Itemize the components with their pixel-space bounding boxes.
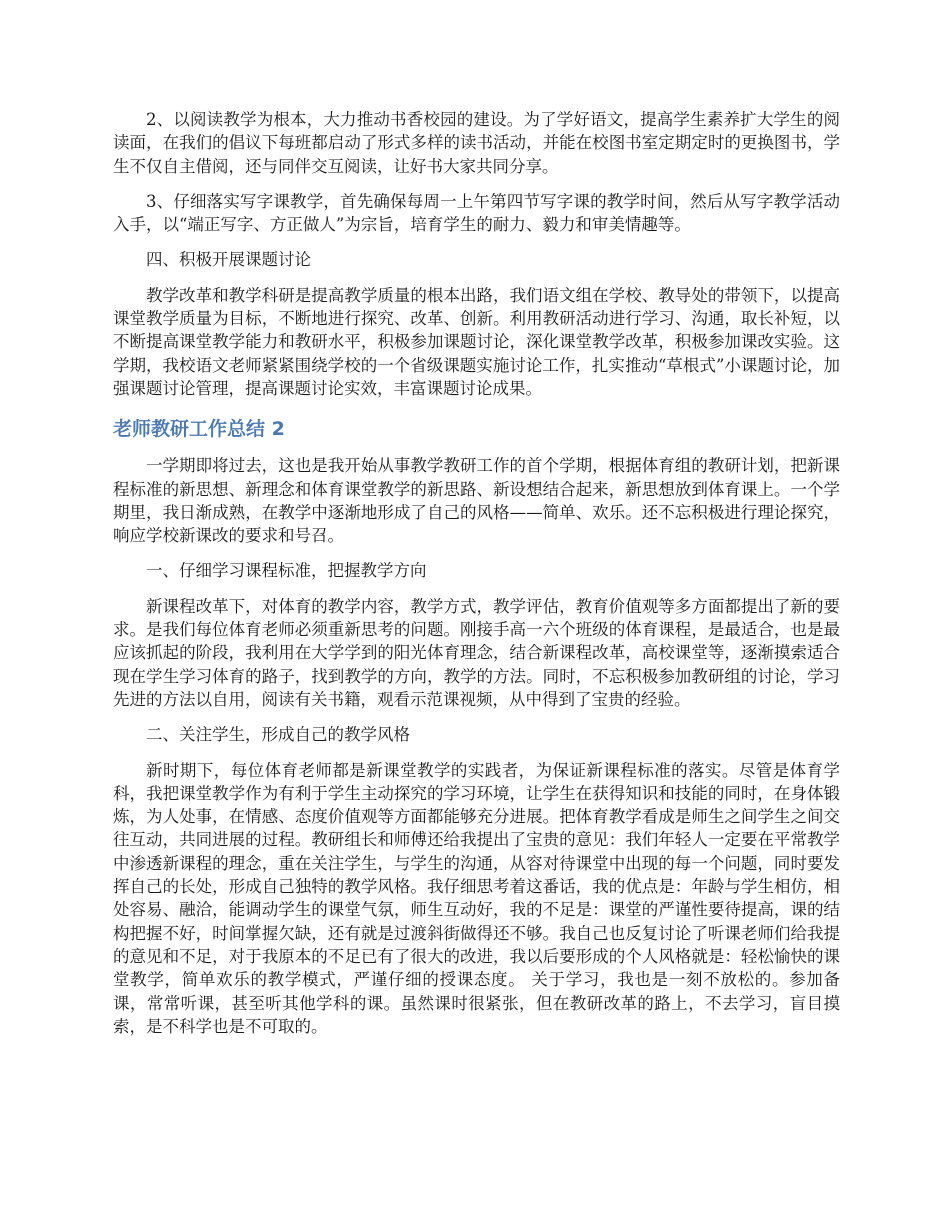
- paragraph-teaching-reform: 教学改革和教学科研是提高教学质量的根本出路，我们语文组在学校、教导处的带领下，以提高课堂教学质量为目标，不断地进行探究、改革、创新。利用教研活动进行学习、沟通，取长补短，以不断提高课堂教学能力和教研水平，积极参加课题讨论，深化课堂教学改革，积极参加课改实验。这学期，我校语文老师紧紧围绕学校的一个省级课题实施讨论工作，扎实推动“草根式”小课题讨论，加强课题讨论管理，提高课题讨论实效，丰富课题讨论成果。: [113, 285, 840, 398]
- paragraph-teaching-style: 新时期下，每位体育老师都是新课堂教学的实践者，为保证新课程标准的落实。尽管是体育学科，我把课堂教学作为有利于学生主动探究的学习环境，让学生在获得知识和技能的同时，在身体锻炼，为人处事，在情感、态度价值观等方面都能够充分进展。把体育教学看成是师生之间学生之间交往互动，共同进展的过程。教研组长和师傅还给我提出了宝贵的意见：我们年轻人一定要在平常教学中渗透新课程的理念，重在关注学生，与学生的沟通，从容对待课堂中出现的每一个问题，同时要发挥自己的长处，形成自己独特的教学风格。我仔细思考着这番话，我的优点是：年龄与学生相仿，相处容易、融洽，能调动学生的课堂气氛，师生互动好，我的不足是：课堂的严谨性要待提高，课的结构把握不好，时间掌握欠缺，还有就是过渡斜街做得还不够。我自己也反复讨论了听课老师们给我提的意见和不足，对于我原本的不足已有了很大的改进，我以后要形成的个人风格就是：轻松愉快的课堂教学，简单欢乐的教学模式，严谨仔细的授课态度。 关于学习，我也是一刻不放松的。参加备课，常常听课，甚至听其他学科的课。虽然课时很紧张，但在教研改革的路上，不去学习，盲目摸索，是不科学也是不可取的。: [113, 760, 840, 1036]
- subheading-curriculum-standard: 一、仔细学习课程标准，把握教学方向: [146, 561, 427, 581]
- paragraph-reading-teaching: 2、以阅读教学为根本，大力推动书香校园的建设。为了学好语文，提高学生素养扩大学生的阅读面，在我们的倡议下每班都启动了形式多样的读书活动，并能在校图书室定期定时的更换图书，学生不仅自主借阅，还与同伴交互阅读，让好书大家共同分享。: [113, 110, 840, 176]
- paragraph-writing-teaching: 3、仔细落实写字课教学，首先确保每周一上午第四节写字课的教学时间，然后从写字教学活动入手，以“端正写字、方正做人”为宗旨，培育学生的耐力、毅力和审美情趣等。: [113, 191, 840, 235]
- document-body: [113, 108, 840, 1050]
- paragraph-curriculum-reform: 新课程改革下，对体育的教学内容，教学方式，教学评估，教育价值观等多方面都提出了新的要求。是我们每位体育老师必须重新思考的问题。刚接手高一六个班级的体育课程，是最适合，也是最应该抓起的阶段，我利用在大学学到的阳光体育理念，结合新课程改革，高校课堂等，逐渐摸索适合现在学生学习体育的路子，找到教学的方向，教学的方法。同时，不忘积极参加教研组的讨论，学习先进的方法以自用，阅读有关书籍，观看示范课视频，从中得到了宝贵的经验。: [113, 596, 840, 709]
- subheading-topic-discussion: 四、积极开展课题讨论: [146, 250, 311, 270]
- subheading-teaching-style: 二、关注学生，形成自己的教学风格: [146, 725, 410, 745]
- section-title: 老师教研工作总结 2: [113, 418, 285, 441]
- paragraph-semester-intro: 一学期即将过去，这也是我开始从事教学教研工作的首个学期，根据体育组的教研计划，把新课程标准的新思想、新理念和体育课堂教学的新思路、新设想结合起来，新思想放到体育课上。一个学期里，我日渐成熟，在教学中逐渐地形成了自己的风格——简单、欢乐。还不忘积极进行理论探究，响应学校新课改的要求和号召。: [113, 456, 840, 546]
